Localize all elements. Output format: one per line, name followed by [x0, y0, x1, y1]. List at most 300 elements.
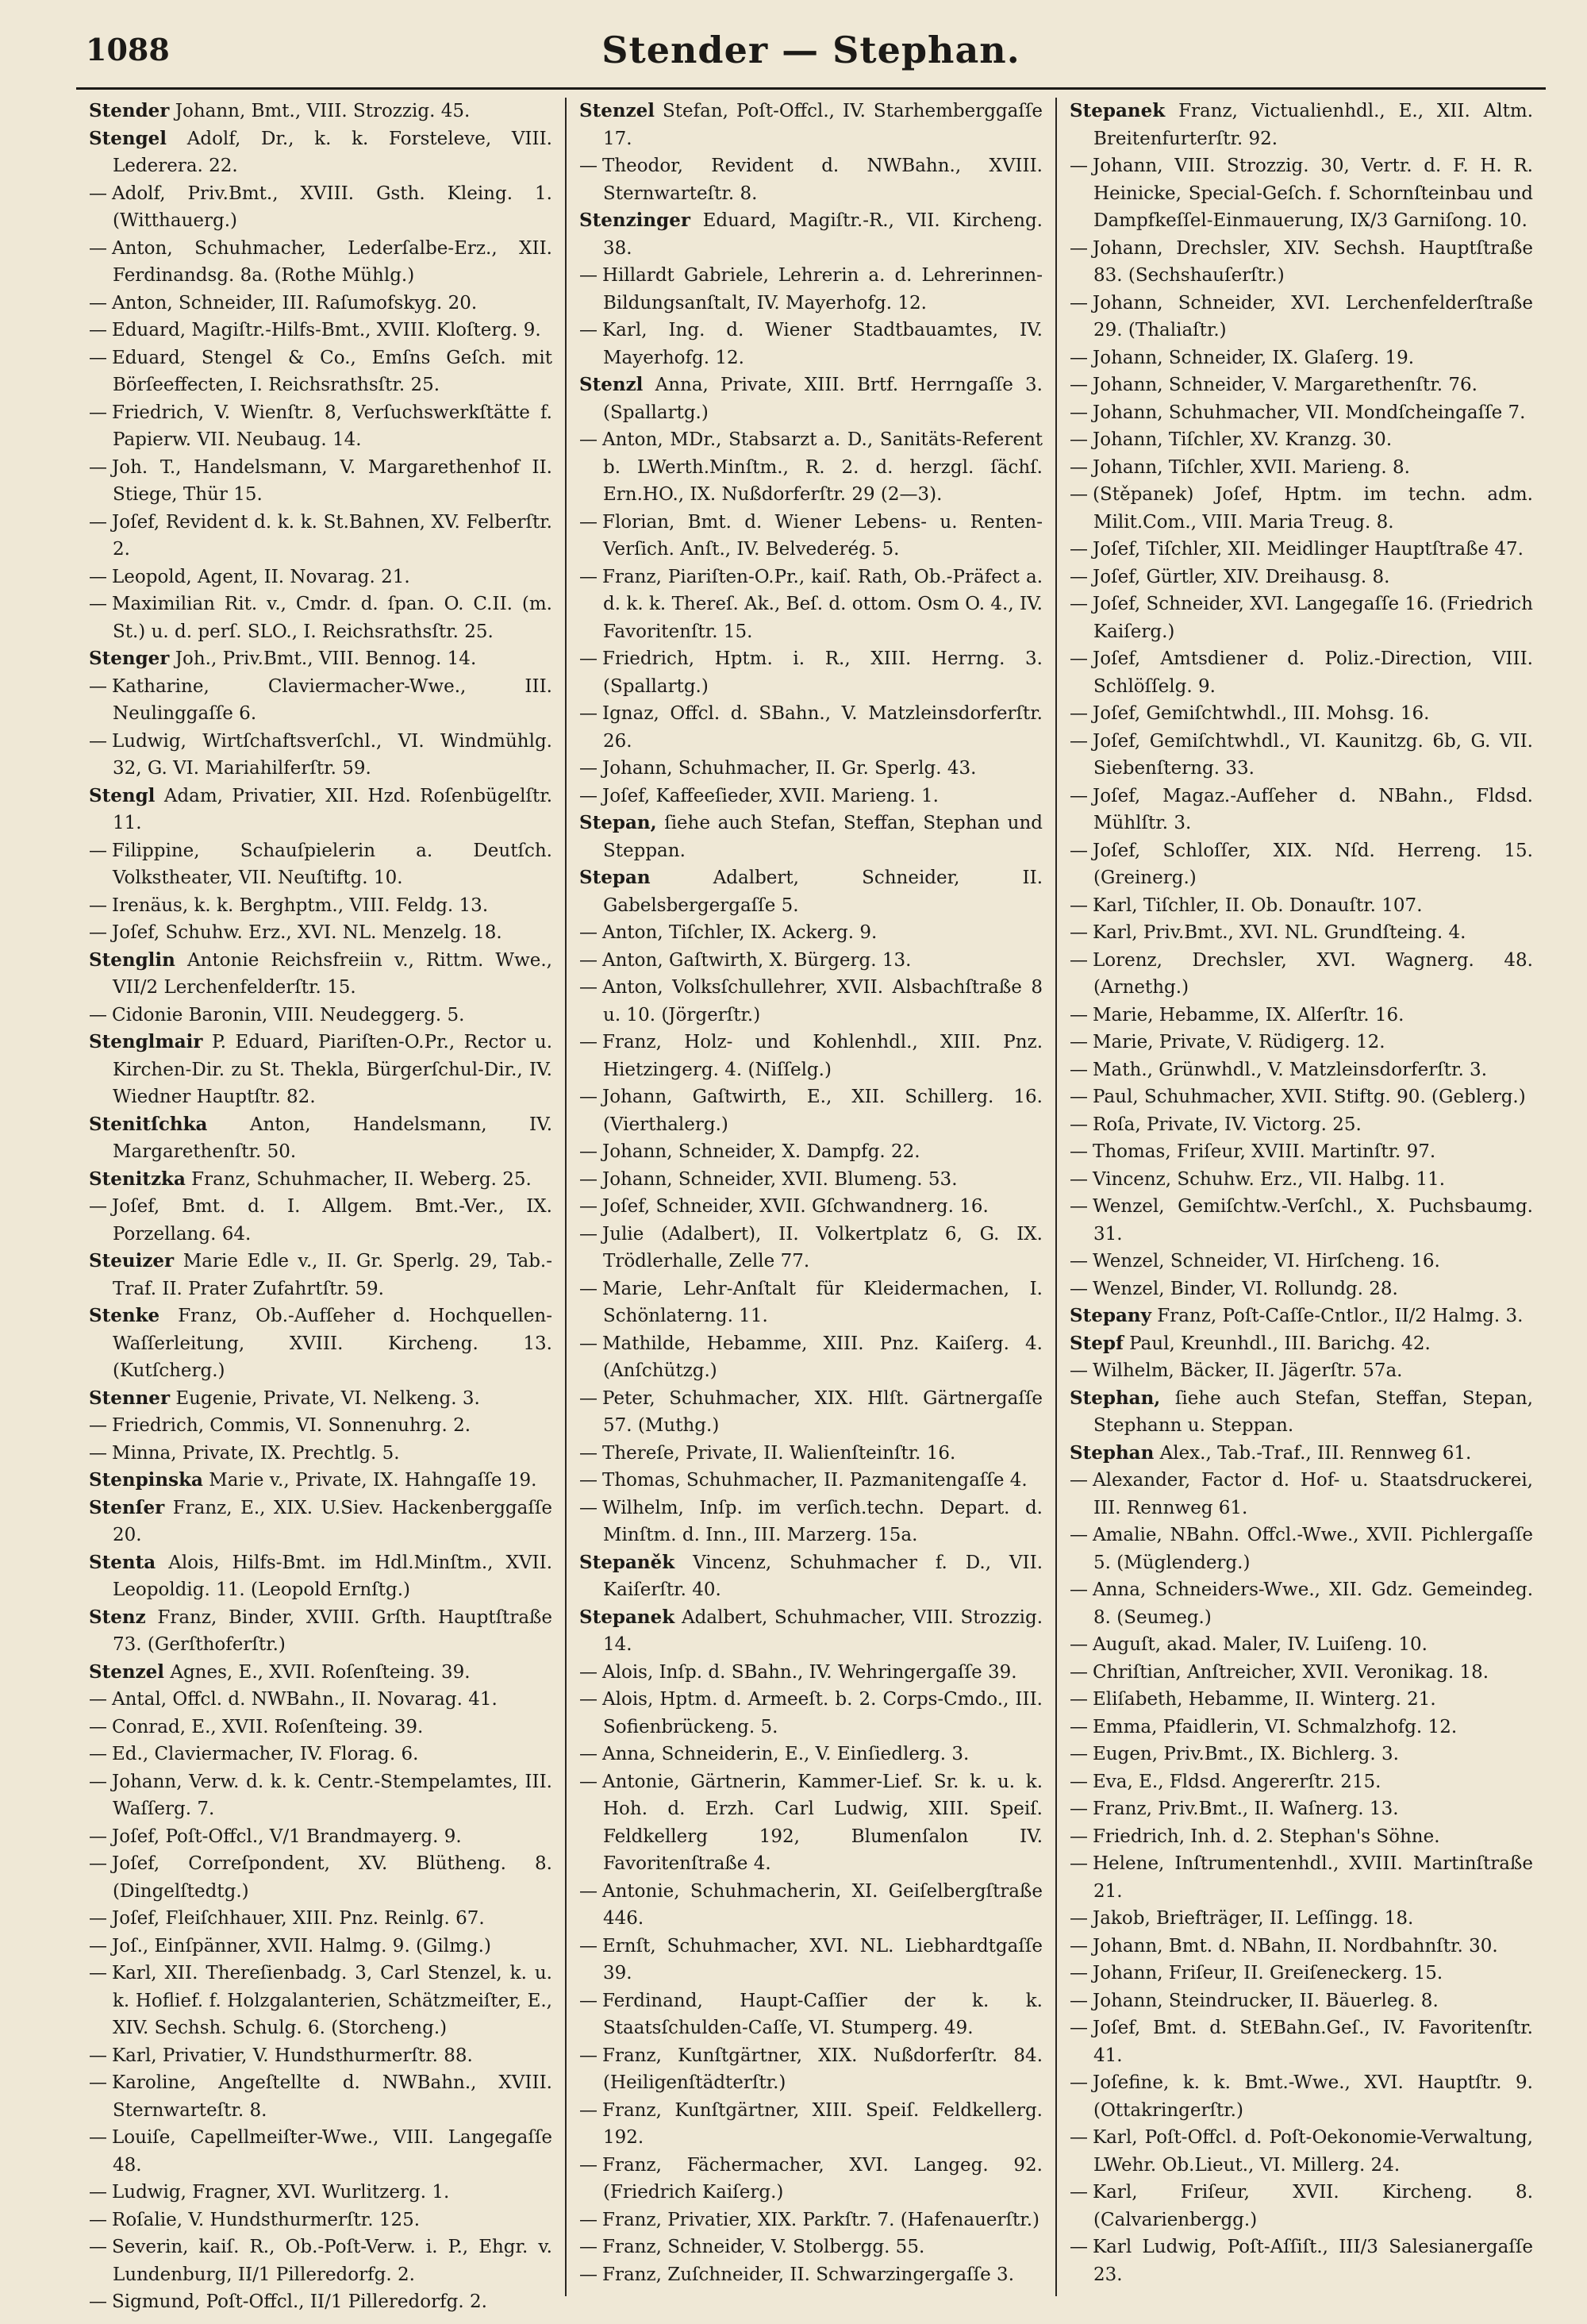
directory-entry	[579, 1549, 1043, 1604]
entry-text: Johann, Schneider, X. Dampfg. 22.	[602, 1141, 920, 1162]
entry-text: Antonie, Gärtnerin, Kammer-Lief. Sr. k. u. k. Hoh. d. Erzh. Carl Ludwig, XIII. Speiſ. Feldkellerg 192, Blumenſalon IV. Favoritenſtraße 4.	[602, 1771, 1043, 1874]
entry-surname: Stepaněk	[579, 1551, 675, 1573]
column-3	[1055, 98, 1546, 2296]
entry-text: Ludwig, Fragner, XVI. Wurlitzerg. 1.	[112, 2182, 450, 2203]
ditto-dash: —	[1070, 2018, 1088, 2038]
ditto-dash: —	[1070, 1661, 1088, 1683]
directory-entry	[579, 2097, 1043, 2152]
entry-text: Eugen, Priv.Bmt., IX. Bichlerg. 3.	[1093, 1744, 1399, 1764]
ditto-dash: —	[89, 2182, 107, 2203]
entry-text: Eugenie, Private, VI. Nelkeng. 3.	[175, 1387, 480, 1409]
ditto-dash: —	[1070, 1251, 1088, 1272]
ditto-dash: —	[579, 566, 598, 587]
ditto-dash: —	[89, 1826, 107, 1847]
directory-entry	[1070, 645, 1533, 700]
entry-text: Adam, Privatier, XII. Hzd. Roſenbügelſtr. 11.	[113, 785, 553, 833]
directory-entry	[579, 371, 1043, 426]
directory-entry	[89, 1741, 552, 1768]
directory-entry	[89, 317, 552, 344]
directory-entry	[89, 2207, 552, 2234]
directory-entry	[89, 1412, 552, 1440]
directory-entry	[89, 1495, 552, 1549]
directory-entry	[1070, 837, 1533, 892]
directory-entry	[89, 837, 552, 892]
ditto-dash: —	[1070, 1716, 1088, 1737]
directory-entry	[89, 509, 552, 564]
entry-surname: Stenzinger	[579, 210, 690, 231]
ditto-dash: —	[89, 1853, 107, 1874]
ditto-dash: —	[1070, 1771, 1088, 1792]
directory-entry	[1070, 1056, 1533, 1084]
entry-text: Joſef, Correſpondent, XV. Blütheng. 8. (Dingelſtedtg.)	[112, 1853, 552, 1902]
entry-text: Marie Edle v., II. Gr. Sperlg. 29, Tab.-Traf. II. Prater Zufahrtſtr. 59.	[113, 1251, 553, 1299]
entry-text: Johann, Schneider, XVI. Lerchenfelderſtraße 29. (Thaliaſtr.)	[1093, 292, 1533, 341]
ditto-dash: —	[1070, 292, 1088, 314]
entry-text: Adolf, Dr., k. k. Forsteleve, VIII. Lederera. 22.	[113, 128, 552, 176]
directory-entry	[89, 454, 552, 509]
directory-entry	[579, 98, 1043, 152]
directory-entry	[89, 591, 552, 645]
ditto-dash: —	[1070, 1963, 1088, 1983]
ditto-dash: —	[579, 265, 598, 286]
directory-entry	[1070, 1138, 1533, 1166]
directory-entry	[579, 1221, 1043, 1276]
directory-entry	[89, 1604, 552, 1659]
ditto-dash: —	[1070, 730, 1088, 752]
directory-entry	[89, 673, 552, 728]
directory-entry	[579, 1878, 1043, 1933]
entry-surname: Stenitſchka	[89, 1113, 208, 1135]
entry-text: Alois, Hilfs-Bmt. im Hdl.Minſtm., XVII. Leopoldig. 11. (Leopold Ernſtg.)	[113, 1552, 553, 1600]
entry-text: Antonie, Schuhmacherin, XI. Geiſelbergſtraße 446.	[602, 1880, 1043, 1929]
directory-entry	[89, 2179, 552, 2207]
directory-entry	[1070, 1302, 1533, 1330]
entry-text: Alois, Inſp. d. SBahn., IV. Wehringergaſſe 39.	[602, 1661, 1017, 1683]
entry-text: Franz, Fächermacher, XVI. Langeg. 92. (Friedrich Kaiſerg.)	[602, 2154, 1043, 2203]
directory-entry	[89, 1850, 552, 1905]
entry-text: (Stěpanek) Joſef, Hptm. im techn. adm. Milit.Com., VIII. Maria Treug. 8.	[1093, 484, 1533, 533]
directory-entry	[89, 1905, 552, 1933]
entry-text: Karl, Tiſchler, II. Ob. Donauſtr. 107.	[1093, 895, 1423, 916]
entry-text: Johann, Bmt. d. NBahn, II. Nordbahnſtr. 30.	[1093, 1935, 1498, 1957]
ditto-dash: —	[579, 1935, 598, 1957]
ditto-dash: —	[1070, 1689, 1088, 1710]
directory-entry	[579, 2261, 1043, 2289]
entry-text: Karl, Ing. d. Wiener Stadtbauamtes, IV. Mayerhofg. 12.	[602, 320, 1043, 368]
entry-text: Franz, Schuhmacher, II. Weberg. 25.	[191, 1168, 532, 1190]
ditto-dash: —	[579, 977, 598, 998]
directory-entry	[1070, 152, 1533, 235]
entry-text: Eduard, Stengel & Co., Emſns Geſch. mit Börſeeffecten, I. Reichsrathsſtr. 25.	[112, 347, 552, 395]
ditto-dash: —	[89, 922, 107, 943]
ditto-dash: —	[1070, 1799, 1088, 1819]
ditto-dash: —	[1070, 1744, 1088, 1764]
ditto-dash: —	[579, 703, 598, 724]
entry-surname: Stenger	[89, 648, 170, 669]
directory-entry	[1070, 2014, 1533, 2069]
entry-text: Franz, Victualienhdl., E., XII. Altm. Breitenfurterſtr. 92.	[1093, 101, 1534, 149]
entry-text: Wenzel, Gemiſchtw.-Verſchl., X. Puchsbaumg. 31.	[1093, 1196, 1533, 1245]
entry-surname: Stenz	[89, 1606, 146, 1628]
directory-entry	[89, 399, 552, 454]
entry-text: Eva, E., Fldsd. Angererſtr. 215.	[1093, 1771, 1381, 1792]
ditto-dash: —	[579, 1168, 598, 1190]
entry-text: Franz, Zuſchneider, II. Schwarzingergaſſe 3.	[602, 2264, 1015, 2285]
entry-text: Marie, Hebamme, IX. Alſerſtr. 16.	[1093, 1004, 1404, 1025]
directory-entry	[89, 1960, 552, 2042]
directory-entry	[1070, 235, 1533, 290]
entry-text: Joh. T., Handelsmann, V. Margarethenhof II. Stiege, Thür 15.	[112, 456, 552, 505]
ditto-dash: —	[1070, 1114, 1088, 1135]
ditto-dash: —	[579, 1497, 598, 1518]
directory-entry	[1070, 1933, 1533, 1960]
entry-text: Leopold, Agent, II. Novarag. 21.	[112, 566, 410, 587]
entry-surname: Stenglin	[89, 948, 175, 971]
entry-text: Johann, Schneider, XVII. Blumeng. 53.	[602, 1168, 958, 1190]
ditto-dash: —	[1070, 1908, 1088, 1929]
directory-entry	[579, 1193, 1043, 1221]
entry-text: Joh., Priv.Bmt., VIII. Bennog. 14.	[175, 648, 477, 669]
directory-entry	[579, 1166, 1043, 1194]
entry-text: Joſef, Schneider, XVII. Gſchwandnerg. 16.	[602, 1196, 989, 1217]
ditto-dash: —	[89, 1004, 107, 1025]
ditto-dash: —	[1070, 2182, 1088, 2203]
ditto-dash: —	[89, 2291, 107, 2312]
ditto-dash: —	[1070, 2237, 1088, 2257]
ditto-dash: —	[1070, 156, 1088, 176]
entry-text: Joſef, Poſt-Offcl., V/1 Brandmayerg. 9.	[112, 1826, 462, 1847]
directory-entry	[579, 864, 1043, 919]
entry-text: Franz, Piariſten-O.Pr., kaiſ. Rath, Ob.-Präfect a. d. k. k. Thereſ. Ak., Beſ. d. ottom. Osm O. 4., IV. Favoritenſtr. 15.	[602, 566, 1043, 642]
entry-surname: Stepan,	[579, 812, 657, 833]
directory-entry	[579, 810, 1043, 864]
directory-entry	[89, 1193, 552, 1248]
entry-text: Anton, Volksſchullehrer, XVII. Alsbachſtraße 8 u. 10. (Jörgerſtr.)	[602, 977, 1043, 1025]
directory-entry	[89, 2288, 552, 2316]
ditto-dash: —	[1070, 566, 1088, 587]
entry-text: Thomas, Friſeur, XVIII. Martinſtr. 97.	[1093, 1141, 1436, 1162]
entry-text: Alexander, Factor d. Hof- u. Staatsdruckerei, III. Rennweg 61.	[1093, 1470, 1533, 1518]
entry-surname: Stengel	[89, 127, 167, 149]
entry-text: Joſefine, k. k. Bmt.-Wwe., XVI. Hauptſtr. 9. (Ottakringerſtr.)	[1093, 2072, 1533, 2121]
directory-entry	[1070, 371, 1533, 399]
ditto-dash: —	[1070, 347, 1088, 368]
entry-text: Marie, Private, V. Rüdigerg. 12.	[1093, 1032, 1385, 1052]
entry-text: Karoline, Angeſtellte d. NWBahn., XVIII. Sternwarteſtr. 8.	[112, 2072, 552, 2121]
directory-entry	[579, 1467, 1043, 1495]
ditto-dash: —	[1070, 785, 1088, 806]
ditto-dash: —	[89, 2127, 107, 2148]
directory-entry	[89, 344, 552, 399]
ditto-dash: —	[579, 2264, 598, 2285]
ditto-dash: —	[89, 1935, 107, 1957]
entry-text: Hillardt Gabriele, Lehrerin a. d. Lehrerinnen-Bildungsanſtalt, IV. Mayerhofg. 12.	[602, 265, 1043, 314]
entry-text: Anna, Schneiderin, E., V. Einſiedlerg. 3.	[602, 1744, 970, 1764]
ditto-dash: —	[89, 675, 107, 697]
entry-text: Anna, Private, XIII. Brtf. Herrngaſſe 3. (Spallartg.)	[603, 375, 1043, 423]
column-1	[76, 98, 565, 2312]
directory-entry	[579, 1385, 1043, 1440]
entry-surname: Steuizer	[89, 1250, 175, 1272]
entry-text: Franz, E., XIX. U.Siev. Hackenberggaſſe 20.	[113, 1497, 553, 1545]
ditto-dash: —	[1070, 539, 1088, 560]
ditto-dash: —	[89, 1442, 107, 1464]
entry-text: Eduard, Magiſtr.-R., VII. Kircheng. 38.	[603, 210, 1043, 259]
entry-text: Joſ., Einſpänner, XVII. Halmg. 9. (Gilmg.)	[112, 1935, 491, 1957]
entry-surname: Stenzel	[89, 1660, 165, 1683]
ditto-dash: —	[579, 1223, 598, 1245]
entry-text: ſiehe auch Stefan, Steffan, Stepan, Stephann u. Steppan.	[1093, 1387, 1533, 1436]
directory-entry	[1070, 1467, 1533, 1522]
ditto-dash: —	[1070, 922, 1088, 943]
ditto-dash: —	[1070, 1935, 1088, 1957]
directory-entry	[1070, 1905, 1533, 1933]
entry-text: Franz, Binder, XVIII. Grſth. Hauptſtraße 73. (Gerſthoferſtr.)	[113, 1606, 553, 1655]
directory-entry	[89, 1933, 552, 1960]
entry-text: Joſef, Revident d. k. k. St.Bahnen, XV. Felberſtr. 2.	[112, 511, 552, 560]
entry-text: Karl, Privatier, V. Hundsthurmerſtr. 88.	[112, 2045, 473, 2066]
entry-text: Franz, Ob.-Aufſeher d. Hochquellen-Waſſerleitung, XVIII. Kircheng. 13. (Kutſcherg.)	[113, 1306, 553, 1381]
ditto-dash: —	[579, 320, 598, 341]
entry-text: Friedrich, V. Wienſtr. 8, Verſuchswerkſtätte f. Papierw. VII. Neubaug. 14.	[112, 402, 552, 450]
directory-entry	[1070, 2234, 1533, 2288]
ditto-dash: —	[1070, 1059, 1088, 1080]
ditto-dash: —	[1070, 594, 1088, 614]
ditto-dash: —	[579, 922, 598, 943]
entry-text: Anton, Handelsmann, IV. Margarethenſtr. 50.	[113, 1114, 553, 1162]
entry-text: Karl, XII. Thereſienbadg. 3, Carl Stenzel, k. u. k. Hoflief. f. Holzgalanterien, Schätzmeiſter, E., XIV. Sechsh. Schulg. 6. (Storcheng.)	[112, 1963, 552, 2038]
directory-entry	[579, 755, 1043, 783]
entry-text: Anton, Gaſtwirth, X. Bürgerg. 13.	[602, 949, 912, 971]
directory-entry	[579, 947, 1043, 975]
directory-entry	[89, 98, 552, 125]
entry-text: Stefan, Poſt-Offcl., IV. Starhemberggaſſe 17.	[603, 101, 1043, 149]
directory-entry	[89, 947, 552, 1002]
entry-text: Johann, Schuhmacher, II. Gr. Sperlg. 43.	[602, 758, 977, 779]
entry-text: Vincenz, Schuhmacher f. D., VII. Kaiſerſtr. 40.	[603, 1552, 1043, 1600]
ditto-dash: —	[579, 1387, 598, 1409]
entry-text: Ed., Claviermacher, IV. Florag. 6.	[112, 1744, 419, 1764]
directory-entry	[1070, 728, 1533, 783]
entry-text: Minna, Private, IX. Prechtlg. 5.	[112, 1442, 400, 1464]
entry-surname: Stepany	[1070, 1305, 1151, 1326]
directory-entry	[579, 2207, 1043, 2234]
ditto-dash: —	[89, 594, 107, 614]
ditto-dash: —	[579, 1032, 598, 1052]
entry-surname: Stenglmair	[89, 1031, 203, 1052]
directory-entry	[89, 235, 552, 290]
ditto-dash: —	[1070, 1168, 1088, 1190]
entry-text: Joſef, Tiſchler, XII. Meidlinger Hauptſtraße 47.	[1093, 539, 1524, 560]
ditto-dash: —	[89, 566, 107, 587]
directory-entry	[1070, 1330, 1533, 1358]
entry-text: Katharine, Claviermacher-Wwe., III. Neulinggaſſe 6.	[112, 675, 552, 724]
ditto-dash: —	[579, 1087, 598, 1107]
ditto-dash: —	[579, 1689, 598, 1710]
entry-text: Johann, Schneider, IX. Glaſerg. 19.	[1093, 347, 1415, 368]
directory-entry	[89, 1248, 552, 1302]
ditto-dash: —	[89, 402, 107, 423]
entry-surname: Stepanek	[1070, 100, 1166, 121]
ditto-dash: —	[1070, 1826, 1088, 1847]
entry-text: Franz, Kunſtgärtner, XIII. Speiſ. Feldkellerg. 192.	[602, 2099, 1043, 2148]
entry-text: Johann, Schneider, V. Margarethenſtr. 76.	[1093, 375, 1477, 395]
ditto-dash: —	[1070, 1579, 1088, 1600]
entry-text: Florian, Bmt. d. Wiener Lebens- u. Renten-Verſich. Anſt., IV. Belvederég. 5.	[602, 511, 1043, 560]
directory-entry	[1070, 1193, 1533, 1248]
directory-entry	[579, 700, 1043, 755]
ditto-dash: —	[89, 237, 107, 259]
directory-entry	[89, 1714, 552, 1741]
ditto-dash: —	[1070, 1087, 1088, 1107]
directory-entry	[1070, 1714, 1533, 1741]
directory-entry	[579, 1083, 1043, 1138]
ditto-dash: —	[579, 2045, 598, 2066]
entry-text: Joſef, Schuhw. Erz., XVI. NL. Menzelg. 18.	[112, 922, 502, 943]
directory-entry	[89, 1385, 552, 1413]
entry-text: Anna, Schneiders-Wwe., XII. Gdz. Gemeindeg. 8. (Seumeg.)	[1093, 1579, 1533, 1628]
directory-entry	[89, 1823, 552, 1851]
entry-text: Joſef, Bmt. d. StEBahn.Geſ., IV. Favoritenſtr. 41.	[1093, 2018, 1533, 2066]
ditto-dash: —	[1070, 1634, 1088, 1655]
entry-surname: Stephan,	[1070, 1387, 1161, 1409]
directory-entry	[579, 1686, 1043, 1741]
ditto-dash: —	[1070, 2127, 1088, 2148]
ditto-dash: —	[1070, 949, 1088, 971]
ditto-dash: —	[579, 2154, 598, 2176]
entry-text: Adalbert, Schuhmacher, VIII. Strozzig. 14.	[603, 1606, 1043, 1655]
ditto-dash: —	[1070, 1525, 1088, 1545]
ditto-dash: —	[89, 183, 107, 204]
directory-entry	[1070, 947, 1533, 1002]
directory-entry	[579, 1987, 1043, 2042]
ditto-dash: —	[579, 648, 598, 669]
directory-entry	[579, 1659, 1043, 1687]
entry-text: Mathilde, Hebamme, XIII. Pnz. Kaiſerg. 4. (Anſchützg.)	[602, 1333, 1043, 1381]
directory-entry	[1070, 1029, 1533, 1056]
entry-text: Franz, Schneider, V. Stolbergg. 55.	[602, 2237, 925, 2257]
page-number: 1088	[86, 32, 170, 67]
directory-entry	[89, 1029, 552, 1111]
entry-text: Adolf, Priv.Bmt., XVIII. Gsth. Kleing. 1. (Witthauerg.)	[112, 183, 552, 231]
ditto-dash: —	[1070, 1470, 1088, 1491]
entry-text: Paul, Kreunhdl., III. Barichg. 42.	[1129, 1333, 1431, 1354]
ditto-dash: —	[579, 1141, 598, 1162]
entry-text: P. Eduard, Piariſten-O.Pr., Rector u. Kirchen-Dir. zu St. Thekla, Bürgerſchul-Dir., IV. Wiedner Hauptſtr. 82.	[113, 1032, 553, 1107]
directory-entry	[579, 1029, 1043, 1083]
entry-text: Alex., Tab.-Traf., III. Rennweg 61.	[1159, 1442, 1472, 1464]
ditto-dash: —	[89, 1908, 107, 1929]
entry-text: Joſef, Gürtler, XIV. Dreihausg. 8.	[1093, 566, 1390, 587]
entry-text: Ernſt, Schuhmacher, XVI. NL. Liebhardtgaſſe 39.	[602, 1935, 1043, 1983]
ditto-dash: —	[89, 1963, 107, 1983]
directory-entry	[1070, 1795, 1533, 1823]
entry-text: Antonie Reichsfreiin v., Rittm. Wwe., VII/2 Lerchenfelderſtr. 15.	[113, 949, 552, 998]
entry-surname: Stenzl	[579, 374, 644, 395]
entry-text: Thereſe, Private, II. Walienſteinſtr. 16.	[602, 1442, 956, 1464]
ditto-dash: —	[1070, 237, 1088, 259]
ditto-dash: —	[579, 429, 598, 450]
entry-text: Joſef, Schloſſer, XIX. Nſd. Herreng. 15. (Greinerg.)	[1093, 840, 1533, 888]
entry-surname: Stenta	[89, 1551, 156, 1573]
entry-surname: Stepf	[1070, 1332, 1124, 1354]
entry-text: Wilhelm, Bäcker, II. Jägerſtr. 57a.	[1093, 1360, 1403, 1381]
entry-text: Karl, Priv.Bmt., XVI. NL. Grundſteing. 4.	[1093, 922, 1466, 943]
entry-text: Johann, Steindrucker, II. Bäuerleg. 8.	[1093, 1990, 1439, 2011]
directory-entry	[579, 317, 1043, 371]
entry-surname: Stenitzka	[89, 1168, 186, 1190]
entry-text: Ignaz, Offcl. d. SBahn., V. Matzleinsdorferſtr. 26.	[602, 703, 1043, 752]
ditto-dash: —	[1070, 1004, 1088, 1025]
ditto-dash: —	[1070, 456, 1088, 478]
entry-text: Paul, Schuhmacher, XVII. Stiftg. 90. (Geblerg.)	[1093, 1087, 1526, 1107]
entry-text: Chriſtian, Anſtreicher, XVII. Veronikag. 18.	[1093, 1661, 1489, 1683]
ditto-dash: —	[1070, 1032, 1088, 1052]
ditto-dash: —	[579, 1990, 598, 2011]
directory-entry	[1070, 2179, 1533, 2234]
ditto-dash: —	[89, 320, 107, 341]
directory-entry	[579, 207, 1043, 262]
entry-text: Friedrich, Hptm. i. R., XIII. Herrng. 3. (Spallartg.)	[602, 648, 1043, 697]
directory-entry	[579, 1741, 1043, 1768]
entry-text: Johann, Drechsler, XIV. Sechsh. Hauptſtraße 83. (Sechshauſerſtr.)	[1093, 237, 1533, 286]
column-2	[565, 98, 1055, 2296]
entry-text: Anton, Tiſchler, IX. Ackerg. 9.	[602, 922, 878, 943]
entry-text: Ferdinand, Haupt-Caſſier der k. k. Staatsſchulden-Caſſe, VI. Stumperg. 49.	[602, 1990, 1043, 2038]
directory-entry	[1070, 1248, 1533, 1276]
entry-text: Joſef, Gemiſchtwhdl., VI. Kaunitzg. 6b, G. VII. Siebenſterng. 33.	[1093, 730, 1533, 779]
entry-text: Eliſabeth, Hebamme, II. Winterg. 21.	[1093, 1689, 1436, 1710]
directory-entry	[1070, 1823, 1533, 1851]
directory-entry	[1070, 1522, 1533, 1576]
directory-entry	[1070, 481, 1533, 536]
entry-text: Helene, Inſtrumentenhdl., XVIII. Martinſtraße 21.	[1093, 1853, 1533, 1902]
directory-entry	[1070, 454, 1533, 482]
directory-entry	[1070, 591, 1533, 645]
ditto-dash: —	[1070, 1141, 1088, 1162]
entry-text: Franz, Holz- und Kohlenhdl., XIII. Pnz. Hietzingerg. 4. (Niſſelg.)	[602, 1032, 1043, 1080]
directory-entry	[1070, 1276, 1533, 1303]
entry-text: Lorenz, Drechsler, XVI. Wagnerg. 48. (Arnethg.)	[1093, 949, 1533, 998]
directory-entry	[1070, 2069, 1533, 2124]
ditto-dash: —	[579, 1661, 598, 1683]
entry-text: Franz, Privatier, XIX. Parkſtr. 7. (Hafenauerſtr.)	[602, 2209, 1040, 2230]
ditto-dash: —	[1070, 484, 1088, 505]
directory-entry	[89, 1686, 552, 1714]
directory-entry	[579, 1604, 1043, 1659]
ditto-dash: —	[89, 292, 107, 314]
directory-entry	[579, 509, 1043, 564]
ditto-dash: —	[1070, 1853, 1088, 1874]
entry-surname: Stepanek	[579, 1606, 675, 1628]
ditto-dash: —	[1070, 1990, 1088, 2011]
entry-text: Anton, Schneider, III. Raſumofskyg. 20.	[112, 292, 478, 314]
ditto-dash: —	[1070, 895, 1088, 916]
directory-entry	[579, 1276, 1043, 1330]
entry-text: Karl, Poſt-Offcl. d. Poſt-Oekonomie-Verwaltung, LWehr. Ob.Lieut., VI. Millerg. 24.	[1093, 2127, 1533, 2176]
ditto-dash: —	[1070, 648, 1088, 669]
entry-surname: Stenke	[89, 1305, 160, 1326]
directory-entry	[89, 645, 552, 673]
entry-surname: Stenzel	[579, 100, 655, 121]
directory-entry	[1070, 1083, 1533, 1111]
directory-entry	[89, 919, 552, 947]
entry-text: Adalbert, Schneider, II. Gabelsbergergaſſe 5.	[603, 868, 1043, 916]
entry-text: ſiehe auch Stefan, Steffan, Stephan und Steppan.	[603, 813, 1043, 861]
directory-entry	[1070, 1768, 1533, 1796]
ditto-dash: —	[579, 511, 598, 533]
entry-text: Antal, Offcl. d. NWBahn., II. Novarag. 41.	[112, 1689, 498, 1710]
